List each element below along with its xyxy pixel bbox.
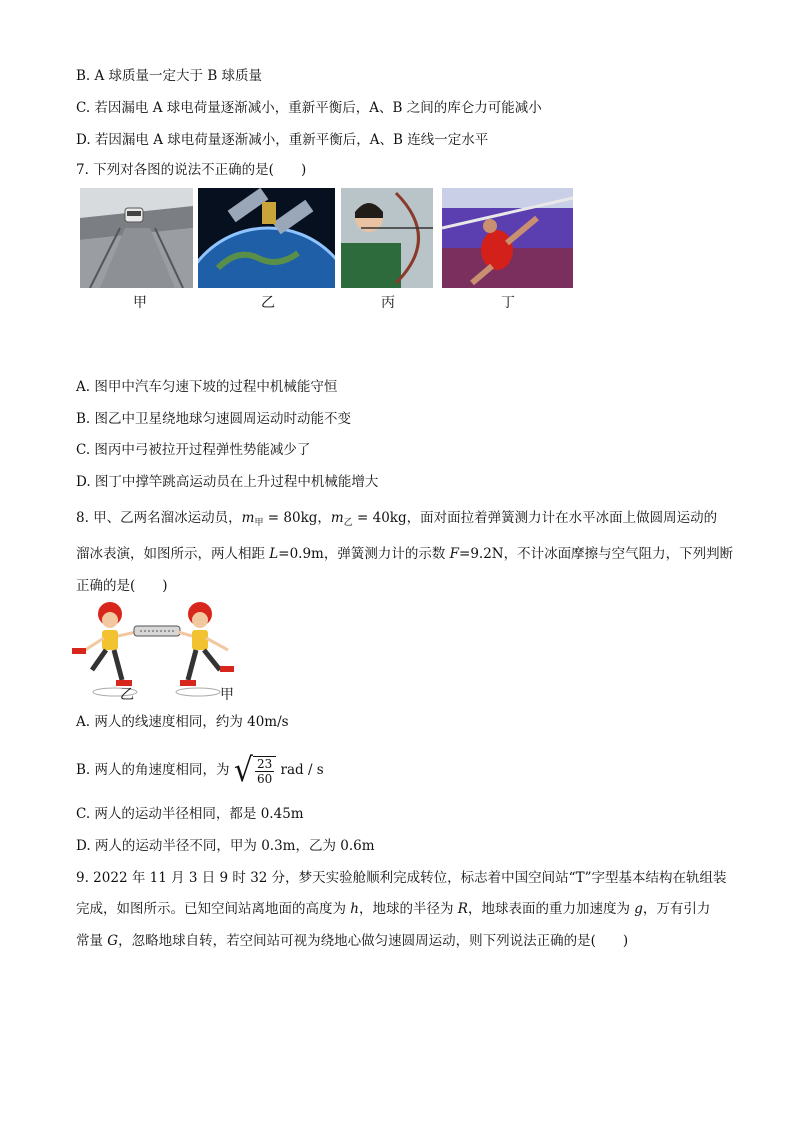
gravity-symbol: g bbox=[634, 901, 643, 917]
q7-option-a: A. 图甲中汽车匀速下坡的过程中机械能守恒 bbox=[76, 379, 338, 395]
q9-stem-line1: 9. 2022 年 11 月 3 日 9 时 32 分，梦天实验舱顺利完成转位，标志着中国空间站“T”字型基本结构在轨组装 bbox=[76, 870, 727, 886]
q6-option-b: B. A 球质量一定大于 B 球质量 bbox=[76, 68, 263, 84]
q8-stem-line3: 正确的是( ) bbox=[76, 578, 168, 594]
caption-ding: 丁 bbox=[501, 295, 515, 311]
skaters-figure bbox=[70, 600, 240, 704]
skater-label-jia: 甲 bbox=[220, 687, 234, 703]
q9-stem-line3 bbox=[76, 931, 628, 951]
caption-bing: 丙 bbox=[381, 295, 395, 311]
mass-yi-subscript: 乙 bbox=[343, 518, 353, 528]
satellite-earth-image bbox=[198, 188, 335, 288]
q9-stem-text: 完成，如图所示。已知空间站离地面的高度为 bbox=[76, 901, 351, 917]
angular-velocity-unit: rad / s bbox=[280, 762, 324, 778]
archer-image bbox=[341, 188, 433, 288]
radius-symbol: R bbox=[457, 901, 468, 917]
mass-jia-value: = 80kg bbox=[263, 510, 318, 526]
q6-option-d: D. 若因漏电 A 球电荷量逐渐减小，重新平衡后，A、B 连线一定水平 bbox=[76, 132, 489, 148]
distance-symbol: L bbox=[269, 546, 279, 562]
q9-stem-text: ，万有引力 bbox=[642, 901, 711, 917]
fraction bbox=[255, 757, 274, 786]
q9-stem-text: ，忽略地球自转，若空间站可视为绕地心做匀速圆周运动，则下列说法正确的是( ) bbox=[118, 933, 629, 949]
q8-stem-text: ，面对面拉着弹簧测力计在水平冰面上做圆周运动的 bbox=[406, 510, 718, 526]
skater-label-yi: 乙 bbox=[120, 687, 134, 703]
q8-option-b-text: B. 两人的角速度相同，为 bbox=[76, 762, 230, 778]
q9-stem-text: ，地球表面的重力加速度为 bbox=[467, 901, 635, 917]
mass-jia-subscript: 甲 bbox=[254, 518, 264, 528]
force-symbol: F bbox=[449, 546, 460, 562]
q8-option-c: C. 两人的运动半径相同，都是 0.45m bbox=[76, 806, 304, 822]
q8-stem-text: =9.2N，不计冰面摩擦与空气阻力，下列判断 bbox=[459, 546, 734, 562]
mass-yi-value: = 40kg bbox=[352, 510, 407, 526]
sqrt-body bbox=[253, 756, 276, 786]
q9-stem-line2 bbox=[76, 899, 710, 919]
q7-option-b: B. 图乙中卫星绕地球匀速圆周运动时动能不变 bbox=[76, 411, 352, 427]
q8-stem-text: 8. 甲、乙两名溜冰运动员， bbox=[76, 510, 242, 526]
car-downhill-image bbox=[80, 188, 193, 288]
fraction-numerator: 23 bbox=[256, 756, 273, 771]
q8-stem-text: =0.9m，弹簧测力计的示数 bbox=[278, 546, 450, 562]
q7-option-d: D. 图丁中撑竿跳高运动员在上升过程中机械能增大 bbox=[76, 474, 379, 490]
mass-symbol: m bbox=[330, 510, 344, 526]
q6-option-c: C. 若因漏电 A 球电荷量逐渐减小，重新平衡后，A、B 之间的库仑力可能减小 bbox=[76, 100, 542, 116]
q8-option-a: A. 两人的线速度相同，约为 40m/s bbox=[76, 714, 289, 730]
sqrt-expression bbox=[233, 750, 276, 790]
pole-vaulter-image bbox=[442, 188, 573, 288]
fraction-denominator: 60 bbox=[256, 771, 273, 786]
q9-stem-text: ，地球的半径为 bbox=[359, 901, 458, 917]
height-symbol: h bbox=[350, 901, 359, 917]
q8-stem-line1: 8. 甲、乙两名溜冰运动员，$m_甲 = 80kg$，$m_乙 = 40kg$，面对面拉着弹簧测力计在水平冰面上做圆周运动的 bbox=[76, 510, 718, 528]
q8-option-d: D. 两人的运动半径不同，甲为 0.3m，乙为 0.6m bbox=[76, 838, 375, 854]
caption-jia: 甲 bbox=[133, 295, 147, 311]
gravitational-constant-symbol: G bbox=[107, 933, 119, 949]
q7-option-c: C. 图丙中弓被拉开过程弹性势能减少了 bbox=[76, 442, 311, 458]
q9-stem-text: 常量 bbox=[76, 933, 108, 949]
sqrt-sign: √ bbox=[233, 750, 253, 790]
caption-yi: 乙 bbox=[261, 295, 275, 311]
q8-stem-line2 bbox=[76, 544, 733, 564]
q8-stem-text: 溜冰表演，如图所示，两人相距 bbox=[76, 546, 270, 562]
mass-symbol: m bbox=[241, 510, 255, 526]
q7-stem: 7. 下列对各图的说法不正确的是( ) bbox=[76, 162, 307, 178]
q8-option-b bbox=[76, 752, 324, 788]
